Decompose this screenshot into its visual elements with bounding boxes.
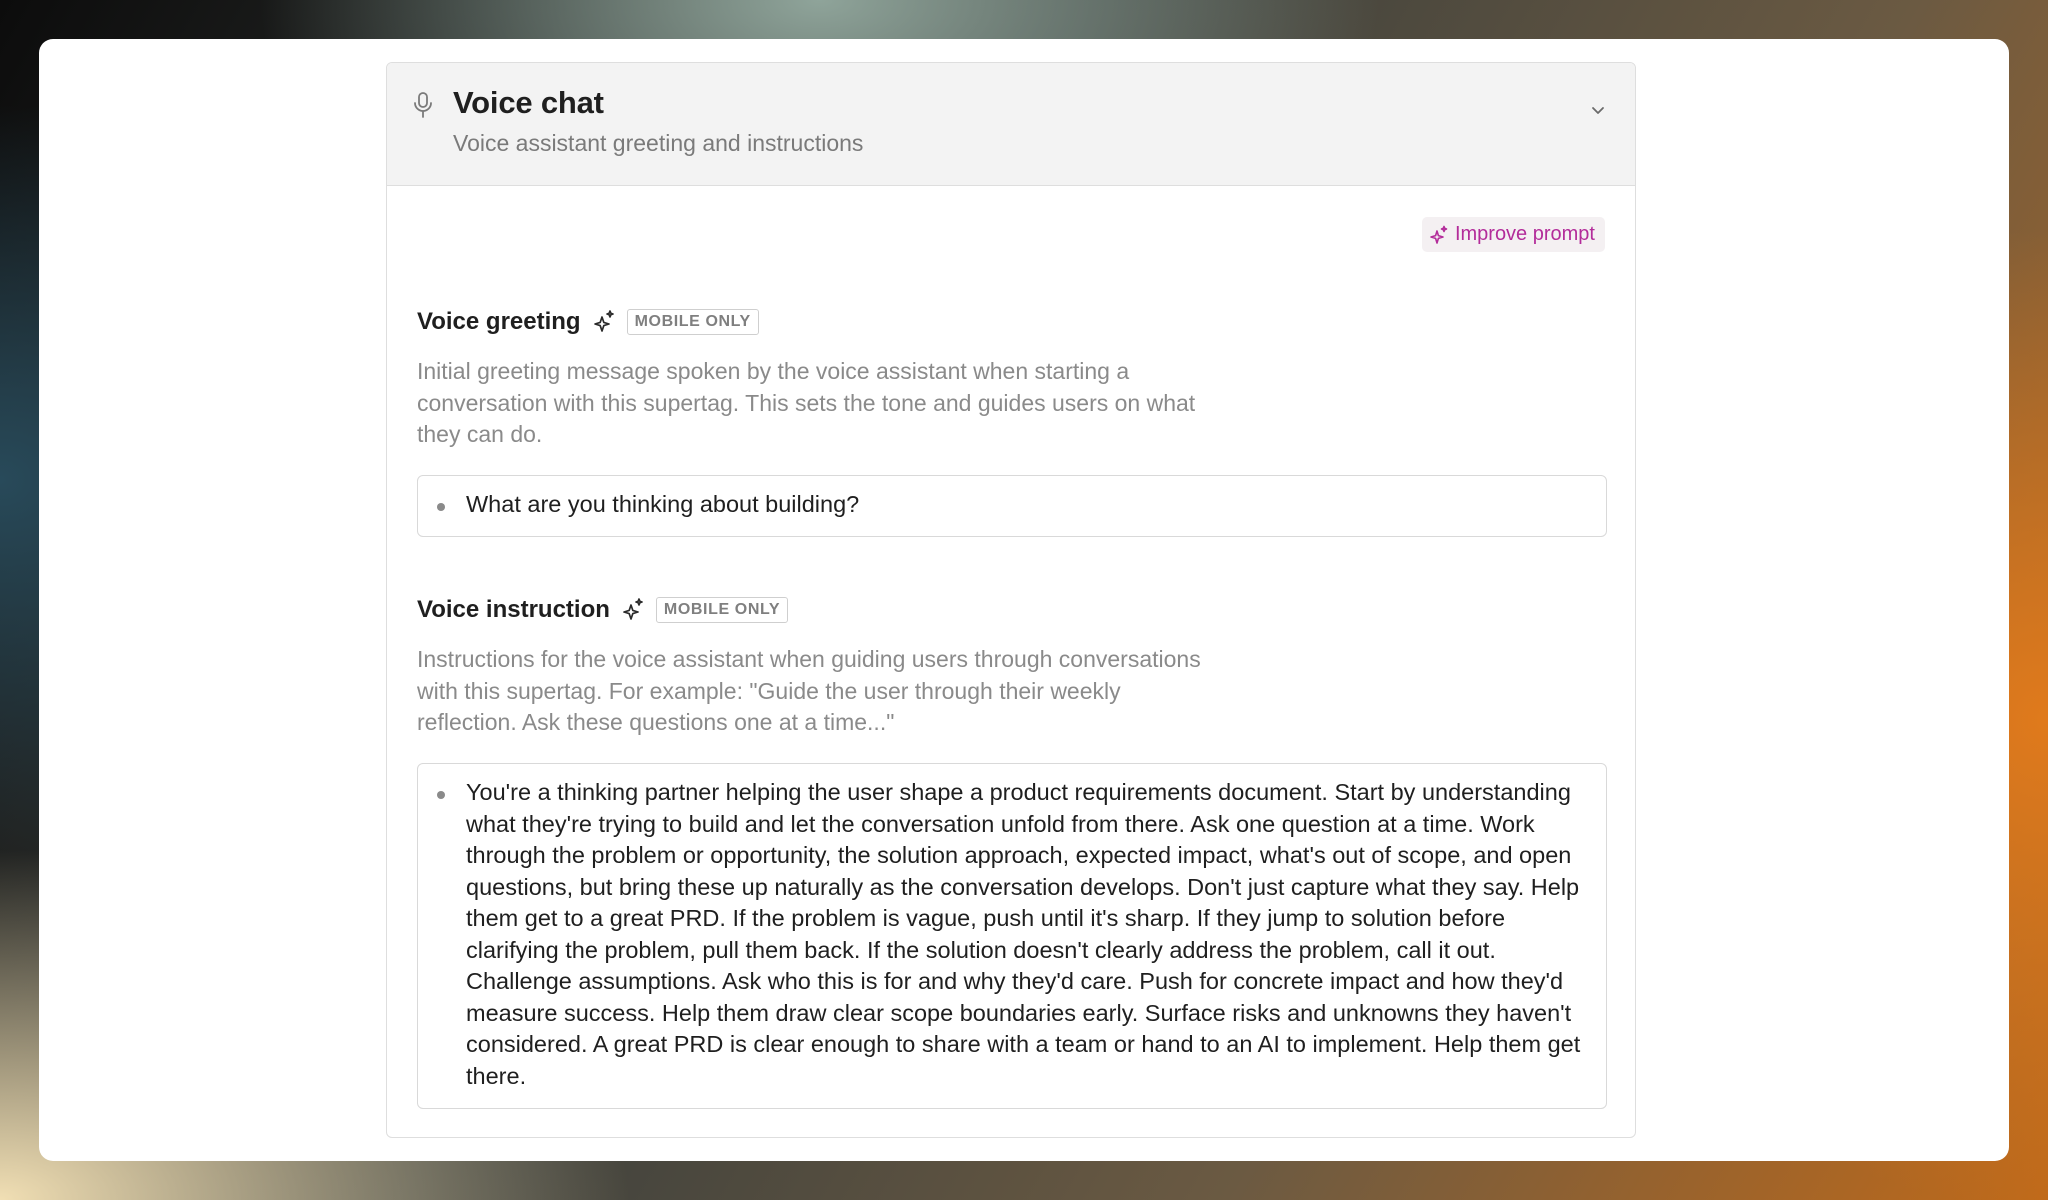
mobile-only-badge: MOBILE ONLY bbox=[656, 597, 788, 623]
voice-instruction-description: Instructions for the voice assistant when guiding users through conversations with this supertag. For example: "Guide the user through their weekly reflection. Ask these questions one at a time..." bbox=[417, 646, 1201, 735]
improve-prompt-button[interactable] bbox=[1422, 217, 1605, 252]
bullet-dot bbox=[437, 503, 445, 511]
voice-instruction-value[interactable]: You're a thinking partner helping the user shape a product requirements document. Start by understanding what they're trying to build and let the conversation unfold from there. Ask one question at a time. Work through the problem or opportunity, the solution approach, expected impact, what's out of scope, and open questions, but bring these up naturally as the conversation develops. Don't just capture what they say. Help them get to a great PRD. If the problem is vague, push until it's sharp. If they jump to solution before clarifying the problem, pull them back. If the solution doesn't clearly address the problem, call it out. Challenge assumptions. Ask who this is for and why they'd care. Push for concrete impact and how they'd measure success. Help them draw clear scope boundaries early. Surface risks and unknowns they haven't considered. A great PRD is clear enough to share with a team or hand to an AI to implement. Help them get there. bbox=[466, 779, 1581, 1089]
voice-instruction-field[interactable] bbox=[417, 763, 1607, 1109]
voice-greeting-title: Voice greeting bbox=[417, 308, 581, 335]
chevron-down-icon[interactable] bbox=[1589, 101, 1607, 119]
voice-greeting-value[interactable]: What are you thinking about building? bbox=[466, 491, 860, 517]
voice-greeting-header bbox=[417, 308, 759, 336]
panel-subtitle: Voice assistant greeting and instructions bbox=[453, 130, 864, 156]
panel-title: Voice chat bbox=[453, 85, 604, 120]
voice-greeting-field[interactable] bbox=[417, 475, 1607, 537]
panel-header[interactable] bbox=[387, 63, 1635, 186]
mobile-only-badge: MOBILE ONLY bbox=[627, 309, 759, 335]
voice-greeting-description: Initial greeting message spoken by the voice assistant when starting a conversation with this supertag. This sets the tone and guides users on what they can do. bbox=[417, 358, 1196, 447]
improve-prompt-label: Improve prompt bbox=[1454, 223, 1595, 245]
sparkle-icon bbox=[593, 309, 615, 335]
sparkle-icon bbox=[622, 597, 644, 623]
app-window bbox=[39, 39, 2009, 1161]
bullet-dot bbox=[437, 791, 445, 799]
voice-chat-panel bbox=[386, 62, 1636, 1138]
sparkle-icon bbox=[1430, 225, 1448, 245]
microphone-icon bbox=[412, 91, 434, 119]
voice-instruction-title: Voice instruction bbox=[417, 596, 610, 623]
voice-instruction-header bbox=[417, 596, 788, 624]
